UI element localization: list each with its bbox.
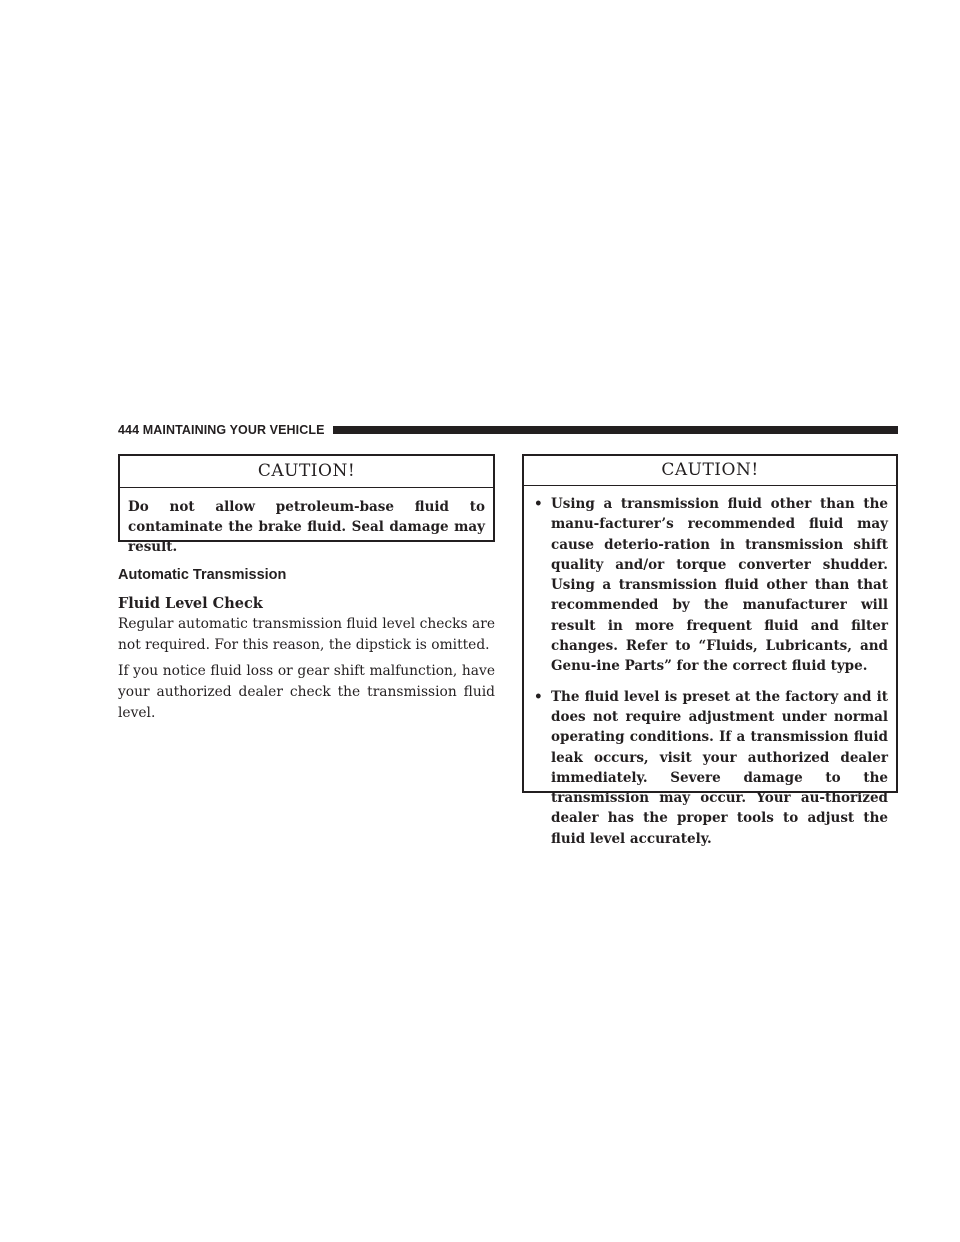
bullet-icon: • — [534, 496, 543, 512]
caution-box-transmission-fluid — [522, 454, 898, 847]
section-heading: Automatic Transmission — [118, 567, 287, 583]
caution-title: CAUTION! — [120, 456, 493, 488]
paragraph: Regular automatic transmission fluid level checks are not required. For this reason, the dipstick is omitted. — [118, 616, 495, 653]
caution-body: Do not allow petroleum-base fluid to contaminate the brake fluid. Seal damage may result. — [128, 499, 485, 555]
caution-list-item-text: Using a transmission fluid other than the manu-facturer’s recommended fluid may cause deterio-ration in transmission shift quality and/or torque converter shudder. Using a transmission fluid other than that recommended by the manufacturer will result in more frequent fluid and filter changes. Refer to “Fluids, Lubricants, and Genu-ine Parts” for the correct fluid type. — [551, 496, 888, 675]
caution-list — [524, 486, 896, 849]
caution-box-brake-fluid — [118, 454, 495, 555]
caution-title: CAUTION! — [524, 456, 896, 486]
subheading: Fluid Level Check — [118, 595, 263, 612]
header-rule — [333, 426, 898, 434]
paragraph: If you notice fluid loss or gear shift malfunction, have your authorized dealer check the transmission fluid level. — [118, 663, 495, 721]
caution-list-item — [532, 494, 888, 677]
caution-list-item — [532, 687, 888, 849]
bullet-icon: • — [534, 688, 543, 705]
page-header — [118, 421, 898, 439]
caution-list-item-text: The fluid level is preset at the factory and it does not require adjustment under normal operating conditions. If a transmission fluid leak occurs, visit your authorized dealer immediately. Severe damage to the transmission may occur. Your au-thorized dealer has the proper tools to adjust the fluid level accurately. — [551, 688, 888, 847]
page-header-text: 444 MAINTAINING YOUR VEHICLE — [118, 423, 325, 437]
